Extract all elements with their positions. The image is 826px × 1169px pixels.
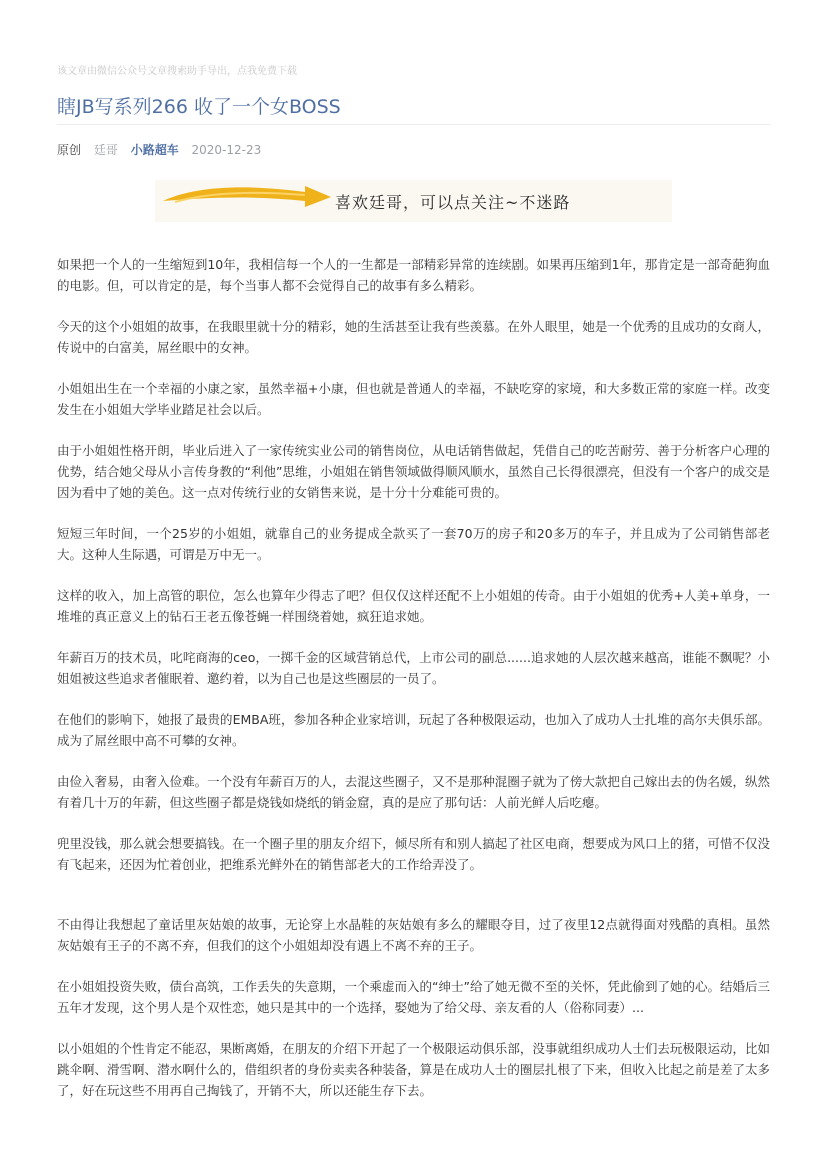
paragraph: 由于小姐姐性格开朗，毕业后进入了一家传统实业公司的销售岗位，从电话销售做起，凭借自己的吃苦耐劳、善于分析客户心理的优势，结合她父母从小言传身教的“利他”思维，小姐姐在销售领域做得顺风顺水，虽然自己长得很漂亮，但没有一个客户的成交是因为看中了她的美色。这一点对传统行业的女销售来说，是十分十分难能可贵的。: [57, 443, 770, 500]
paragraph: 以小姐姐的个性肯定不能忍，果断离婚，在朋友的介绍下开起了一个极限运动俱乐部，没事就组织成功人士们去玩极限运动，比如跳伞啊、滑雪啊、潜水啊什么的，借组织者的身份卖卖各种装备，算是在成功人士的圈层扎根了下来，但收入比起之前是差了太多了，好在玩这些不用再自己掏钱了，开销不大，所以还能生存下去。: [57, 1041, 770, 1098]
paragraph: 兜里没钱，那么就会想要搞钱。在一个圈子里的朋友介绍下，倾尽所有和别人搞起了社区电商，想要成为风口上的猪，可惜不仅没有飞起来，还因为忙着创业，把维系光鲜外在的销售部老大的工作给弄没了。: [57, 836, 770, 872]
follow-banner: [155, 180, 672, 222]
title-divider: [57, 124, 770, 125]
account-link[interactable]: 小路超车: [130, 143, 179, 157]
export-notice[interactable]: 该文章由微信公众号文章搜索助手导出，点我免费下载: [57, 66, 297, 77]
paragraph: 今天的这个小姐姐的故事，在我眼里就十分的精彩，她的生活甚至让我有些羡慕。在外人眼里，她是一个优秀的且成功的女商人，传说中的白富美，屌丝眼中的女神。: [57, 319, 770, 355]
paragraph: 在小姐姐投资失败，债台高筑，工作丢失的失意期，一个乘虚而入的“绅士”给了她无微不至的关怀，凭此偷到了她的心。结婚后三五年才发现，这个男人是个双性恋，她只是其中的一个选择，娶她为了给父母、亲友看的人（俗称同妻）...: [57, 979, 770, 1015]
banner-text: 喜欢廷哥，可以点关注~不迷路: [335, 193, 571, 212]
paragraph: 在他们的影响下，她报了最贵的EMBA班，参加各种企业家培训，玩起了各种极限运动，也加入了成功人士扎堆的高尔夫俱乐部。成为了屌丝眼中高不可攀的女神。: [57, 712, 770, 748]
paragraph: 小姐姐出生在一个幸福的小康之家，虽然幸福+小康，但也就是普通人的幸福，不缺吃穿的家境，和大多数正常的家庭一样。改变发生在小姐姐大学毕业踏足社会以后。: [57, 381, 770, 417]
paragraph: 这样的收入，加上高管的职位，怎么也算年少得志了吧？但仅仅这样还配不上小姐姐的传奇。由于小姐姐的优秀+人美+单身，一堆堆的真正意义上的钻石王老五像苍蝇一样围绕着她，疯狂追求她。: [57, 588, 770, 624]
arrow-icon: [155, 180, 335, 222]
article-meta: [57, 141, 270, 158]
paragraph: 年薪百万的技术员，叱咤商海的ceo，一掷千金的区域营销总代，上市公司的副总......追求她的人层次越来越高，谁能不飘呢？小姐姐被这些追求者催眠着、邀约着，以为自己也是这些圈层的一员了。: [57, 650, 770, 686]
original-tag: 原创: [57, 143, 82, 157]
paragraph: 不由得让我想起了童话里灰姑娘的故事，无论穿上水晶鞋的灰姑娘有多么的耀眼夺目，过了夜里12点就得面对残酷的真相。虽然灰姑娘有王子的不离不弃，但我们的这个小姐姐却没有遇上不离不弃的王子。: [57, 917, 770, 953]
paragraph: 如果把一个人的一生缩短到10年，我相信每一个人的一生都是一部精彩异常的连续剧。如果再压缩到1年，那肯定是一部奇葩狗血的电影。但，可以肯定的是，每个当事人都不会觉得自己的故事有多么精彩。: [57, 257, 770, 293]
paragraph: 由俭入奢易，由奢入俭难。一个没有年薪百万的人，去混这些圈子，又不是那种混圈子就为了傍大款把自己嫁出去的伪名媛，纵然有着几十万的年薪，但这些圈子都是烧钱如烧纸的销金窟，真的是应了那句话：人前光鲜人后吃瘪。: [57, 774, 770, 810]
article-title: 瞎JB写系列266 收了一个女BOSS: [57, 96, 341, 118]
paragraph: 短短三年时间，一个25岁的小姐姐，就靠自己的业务提成全款买了一套70万的房子和20多万的车子，并且成为了公司销售部老大。这种人生际遇，可谓是万中无一。: [57, 526, 770, 562]
author-name: 廷哥: [93, 143, 118, 157]
publish-date: 2020-12-23: [191, 143, 262, 157]
